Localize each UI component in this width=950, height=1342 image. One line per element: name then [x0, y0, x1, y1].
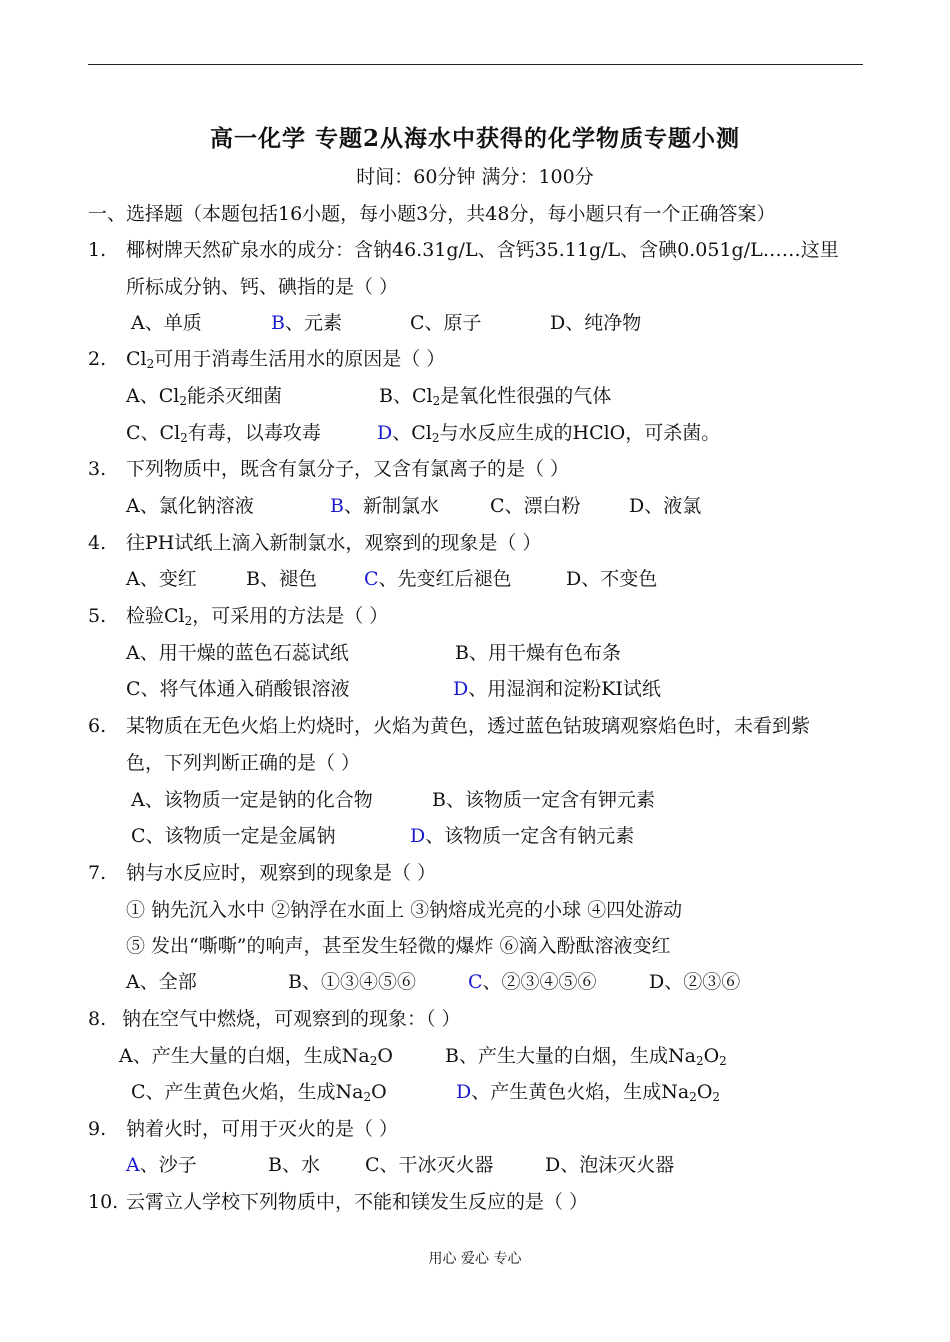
question-6-option-c[interactable]: C、该物质一定是金属钠 — [131, 825, 336, 847]
question-3-stem: 下列物质中，既含有氯分子，又含有氯离子的是（ ） — [126, 458, 570, 480]
question-3-option-d[interactable]: D、液氯 — [629, 495, 702, 517]
question-1-number: 1. — [88, 239, 107, 261]
page-footer: 用心 爱心 专心 — [428, 1251, 522, 1267]
question-1-option-b[interactable]: B、元素 — [271, 312, 342, 334]
question-6-option-a[interactable]: A、该物质一定是钠的化合物 — [131, 789, 373, 811]
question-6-number: 6. — [88, 715, 107, 737]
question-4-number: 4. — [88, 532, 107, 554]
question-10-number: 10. — [88, 1191, 119, 1213]
question-1-option-d[interactable]: D、纯净物 — [550, 312, 642, 334]
question-4-option-d[interactable]: D、不变色 — [566, 568, 658, 590]
question-5-stem: 检验$Cl_2$，可采用的方法是（ ） — [126, 605, 389, 628]
question-2-stem: $Cl_2$可用于消毒生活用水的原因是（ ） — [126, 348, 446, 371]
question-8-option-a[interactable]: A、产生大量的白烟，生成$Na_2O$ — [119, 1045, 393, 1068]
question-7-option-b[interactable]: B、①③④⑤⑥ — [288, 971, 416, 993]
question-9-option-b[interactable]: B、水 — [268, 1154, 320, 1176]
question-7-number: 7. — [88, 862, 107, 884]
question-7-option-c[interactable]: C、②③④⑤⑥ — [468, 971, 597, 993]
question-2-option-c[interactable]: C、$Cl_2$有毒，以毒攻毒 — [126, 422, 321, 445]
question-2-option-a[interactable]: A、$Cl_2$能杀灭细菌 — [126, 385, 283, 408]
question-6-option-b[interactable]: B、该物质一定含有钾元素 — [432, 789, 655, 811]
question-6-stem: 某物质在无色火焰上灼烧时，火焰为黄色，透过蓝色钴玻璃观察焰色时，未看到紫 — [126, 715, 811, 737]
page-title: 高一化学 专题2从海水中获得的化学物质专题小测 — [209, 125, 740, 152]
question-6-option-d[interactable]: D、该物质一定含有钠元素 — [410, 825, 635, 847]
question-9-option-a[interactable]: A、沙子 — [126, 1154, 197, 1176]
question-6-stem-cont: 色，下列判断正确的是（ ） — [126, 752, 361, 774]
question-3-option-b[interactable]: B、新制氯水 — [330, 495, 439, 517]
question-8-option-d[interactable]: D、产生黄色火焰，生成$Na_2O_2$ — [456, 1081, 721, 1104]
question-3-option-a[interactable]: A、氯化钠溶液 — [126, 495, 254, 517]
question-8-number: 8. — [88, 1008, 107, 1030]
question-9-stem: 钠着火时，可用于灭火的是（ ） — [126, 1118, 399, 1140]
question-4-option-b[interactable]: B、褪色 — [246, 568, 317, 590]
question-7-option-d[interactable]: D、②③⑥ — [649, 971, 741, 993]
question-5-number: 5. — [88, 605, 107, 627]
exam-time-score: 时间：60分钟 满分：100分 — [356, 166, 594, 188]
question-1-option-a[interactable]: A、单质 — [131, 312, 202, 334]
question-9-option-d[interactable]: D、泡沫灭火器 — [545, 1154, 675, 1176]
question-1-stem-cont: 所标成分钠、钙、碘指的是（ ） — [126, 276, 399, 298]
question-2-option-d[interactable]: D、$Cl_2$与水反应生成的HClO，可杀菌。 — [377, 422, 721, 445]
question-2-number: 2. — [88, 348, 107, 370]
question-2-option-b[interactable]: B、$Cl_2$是氧化性很强的气体 — [379, 385, 612, 408]
question-9-option-c[interactable]: C、干冰灭火器 — [365, 1154, 494, 1176]
question-10-stem: 云霄立人学校下列物质中，不能和镁发生反应的是（ ） — [126, 1191, 589, 1213]
question-9-number: 9. — [88, 1118, 107, 1140]
question-7-option-a[interactable]: A、全部 — [126, 971, 197, 993]
question-7-phenomena-2: ⑤ 发出“嘶嘶”的响声，甚至发生轻微的爆炸 ⑥滴入酚酞溶液变红 — [126, 935, 671, 957]
question-8-option-c[interactable]: C、产生黄色火焰，生成$Na_2O$ — [131, 1081, 387, 1104]
question-5-option-d[interactable]: D、用湿润和淀粉KI试纸 — [453, 678, 661, 700]
question-8-option-b[interactable]: B、产生大量的白烟，生成$Na_2O_2$ — [445, 1045, 727, 1068]
question-3-number: 3. — [88, 458, 107, 480]
section-heading: 一、选择题（本题包括16小题，每小题3分，共48分，每小题只有一个正确答案） — [88, 203, 776, 225]
question-4-option-a[interactable]: A、变红 — [126, 568, 197, 590]
question-3-option-c[interactable]: C、漂白粉 — [490, 495, 581, 517]
question-7-stem: 钠与水反应时，观察到的现象是（ ） — [126, 862, 437, 884]
question-4-option-c[interactable]: C、先变红后褪色 — [364, 568, 512, 590]
question-4-stem: 往PH试纸上滴入新制氯水，观察到的现象是（ ） — [126, 532, 542, 554]
question-1-option-c[interactable]: C、原子 — [410, 312, 482, 334]
header-rule — [88, 64, 863, 65]
question-8-stem: 钠在空气中燃烧，可观察到的现象：（ ） — [122, 1008, 461, 1030]
question-7-phenomena-1: ① 钠先沉入水中 ②钠浮在水面上 ③钠熔成光亮的小球 ④四处游动 — [126, 899, 683, 921]
question-5-option-b[interactable]: B、用干燥有色布条 — [455, 642, 621, 664]
question-1-stem: 椰树牌天然矿泉水的成分：含钠46.31g/L、含钙35.11g/L、含碘0.051g/L……这里 — [126, 239, 839, 261]
question-5-option-a[interactable]: A、用干燥的蓝色石蕊试纸 — [126, 642, 349, 664]
question-5-option-c[interactable]: C、将气体通入硝酸银溶液 — [126, 678, 350, 700]
